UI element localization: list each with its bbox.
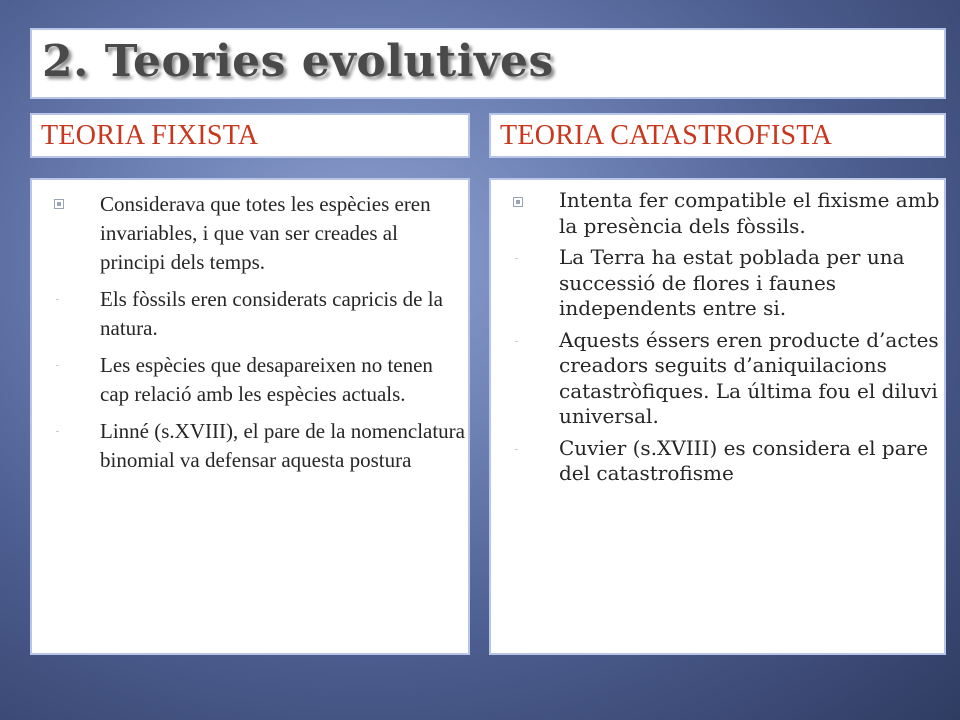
slide-title: 2. Teories evolutives	[42, 36, 554, 87]
dash-bullet-icon	[56, 431, 59, 432]
left-bullet-list	[54, 190, 466, 483]
square-bullet-icon	[54, 199, 64, 209]
right-heading: TEORIA CATASTROFISTA	[500, 120, 833, 151]
left-content-box	[30, 178, 470, 655]
list-item	[513, 436, 941, 487]
square-bullet-icon	[513, 197, 523, 207]
list-item-text: Linné (s.XVIII), el pare de la nomenclatura binomial va defensar aquesta postura	[100, 419, 465, 472]
dash-bullet-icon	[56, 365, 59, 366]
right-heading-box	[489, 113, 946, 158]
list-item-text: La Terra ha estat poblada per una successió de flores i faunes independents entre si.	[559, 245, 905, 320]
right-bullet-list	[513, 188, 941, 493]
dash-bullet-icon	[515, 341, 518, 342]
list-item-text: Els fòssils eren considerats capricis de la natura.	[100, 287, 443, 340]
list-item	[513, 188, 941, 239]
dash-bullet-icon	[515, 449, 518, 450]
dash-bullet-icon	[515, 258, 518, 259]
list-item-text: Considerava que totes les espècies eren invariables, i que van ser creades al principi dels temps.	[100, 192, 431, 274]
title-box	[30, 28, 946, 99]
list-item-text: Les espècies que desapareixen no tenen cap relació amb les espècies actuals.	[100, 353, 433, 406]
list-item-text: Cuvier (s.XVIII) es considera el pare del catastrofisme	[559, 435, 929, 485]
list-item	[54, 417, 466, 475]
list-item-text: Aquests éssers eren producte d’actes creadors seguits d’aniquilacions catastròfiques. La última fou el diluvi universal.	[559, 327, 939, 428]
list-item	[513, 245, 941, 322]
list-item	[54, 351, 466, 409]
list-item-text: Intenta fer compatible el fixisme amb la presència dels fòssils.	[559, 188, 940, 238]
list-item	[513, 328, 941, 430]
dash-bullet-icon	[56, 299, 59, 300]
left-heading: TEORIA FIXISTA	[41, 120, 259, 151]
left-heading-box	[30, 113, 470, 158]
right-content-box	[489, 178, 946, 655]
list-item	[54, 190, 466, 277]
list-item	[54, 285, 466, 343]
